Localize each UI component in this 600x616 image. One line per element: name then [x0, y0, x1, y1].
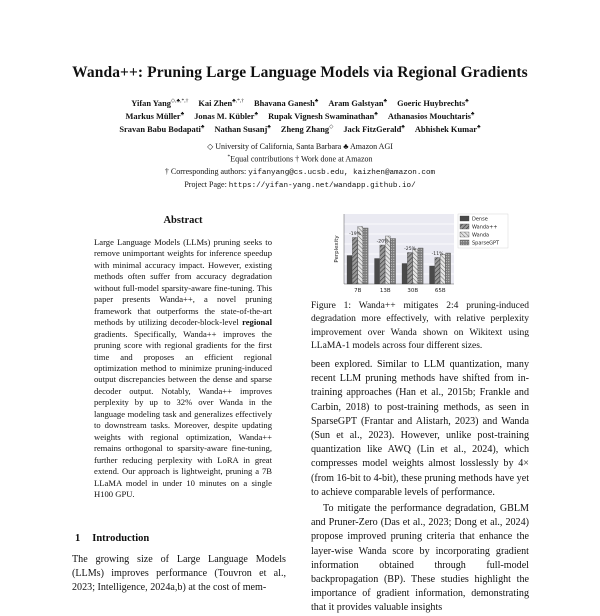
author-name-text: Jack FitzGerald [343, 124, 402, 134]
legend-swatch [460, 240, 469, 245]
author-name-text: Nathan Susanj [214, 124, 268, 134]
author-name-text: Goeric Huybrechts [397, 98, 466, 108]
author-name-text: Yifan Yang [131, 98, 171, 108]
author-name-text: Markus Müller [125, 111, 181, 121]
intro-text: The growing size of Large Language Models (LLMs) improves performance (Touvron et al., 2023; Intelligence, 2024a,b) at the cost of mem- [72, 554, 286, 594]
abstract-text-part-2: gradients. Specifically, Wanda++ improves the pruning score with regional gradients for the first time and proposes an efficient regional optimization method to minimize pruning-induced output discrepancies between the dense and sparse decoder output. Notably, Wanda++ improves perplexity by up to 32% over Wanda in the language modeling task and generalizes effectively to downstream tasks. Moreover, despite updating weights with regional optimization, Wanda++ remains orthogonal to sparsity-aware fine-tuning, further reducing perplexity with LoRA in great extend. Our approach is lightweight, pruning a 7B LLaMA model in under 10 minutes on a single H100 GPU. [94, 328, 272, 499]
bar-wanda--13b [380, 245, 385, 284]
legend-label: Dense [472, 216, 488, 223]
abstract-text [94, 237, 272, 500]
bar-wanda-65b [440, 255, 445, 285]
author-affiliation-marker: ♣ [180, 111, 185, 117]
bar-dense-13b [375, 259, 380, 285]
bar-chart-svg [300, 208, 528, 304]
author-name-text: Zheng Zhang [280, 124, 330, 134]
improvement-annotation: -25% [404, 247, 417, 252]
paragraph: To mitigate the performance degradation, GBLM and Pruner-Zero (Das et al., 2023; Dong et al., 2024) propose improved pruning criteria that enhance the layer-wise Wanda score by incorporating gradient information obtained through full-model backpropagation (BP). These studies highlight the importance of gradient information, demonstrating that it provides valuable insights [311, 503, 529, 614]
x-tick-label: 7B [354, 288, 362, 294]
legend-swatch [460, 232, 469, 237]
corresponding-emails[interactable]: yifanyang@cs.ucsb.edu, kaizhen@amazon.com [248, 169, 436, 177]
abstract-text-part-1: Large Language Models (LLMs) pruning seeks to remove unimportant weights for inference speedup with minimal accuracy impact. However, existing methods often suffer from accuracy degradation without full-model sparsity-aware fine-tuning. This paper presents Wanda++, a novel pruning framework that outperforms the state-of-the-art methods by utilizing decoder-block-level [94, 237, 272, 328]
intro-heading [75, 533, 149, 544]
corresponding-label: † Corresponding authors: [164, 167, 249, 176]
contribution-tail: Work done at Amazon [300, 154, 373, 164]
author-name [397, 99, 469, 108]
improvement-annotation: -11% [431, 252, 444, 257]
x-tick-label: 13B [379, 288, 391, 294]
bar-dense-65b [430, 266, 435, 284]
author-name [125, 112, 184, 121]
author-name-text: Kai Zhen [198, 98, 233, 108]
author-affiliation-marker: ◇,♣,*,† [170, 98, 189, 104]
author-name [119, 125, 204, 134]
contribution-note [0, 154, 600, 164]
author-affiliation-marker: ♣ [254, 111, 259, 117]
contribution-main: Equal contributions [230, 154, 294, 164]
legend-swatch [460, 216, 469, 221]
affiliations: ◇ University of California, Santa Barbara ♣ Amazon AGI [207, 142, 393, 151]
bar-wanda--7b [352, 238, 357, 285]
abstract-heading: Abstract [163, 215, 203, 226]
project-url-link[interactable]: https://yifan-yang.net/wandapp.github.io/ [228, 182, 416, 190]
author-name [198, 99, 244, 108]
author-name [281, 125, 333, 134]
paragraph: been explored. Similar to LLM quantization, many recent LLM pruning methods have shifted from in-training approaches (Han et al., 2015b; Frankle and Carbin, 2018) to post-training methods, as seen in SparseGPT (Frantar and Alistarh, 2023) and Wanda (Sun et al., 2023). However, unlike post-training quantization like AWQ (Lin et al., 2024), which compresses model weights almost losslessly by 4× (from 16-bit to 4-bit), these pruning methods have yet to achieve comparable levels of performance. [311, 359, 529, 498]
author-affiliation-marker: ♣ [267, 124, 271, 130]
bar-wanda-30b [413, 249, 418, 284]
bar-sparsegpt-7b [363, 228, 368, 284]
author-name-text: Aram Galstyan [328, 98, 384, 108]
author-name [268, 112, 378, 121]
author-name-text: Rupak Vignesh Swaminathan [268, 111, 375, 121]
author-name [328, 99, 387, 108]
bar-dense-30b [402, 264, 407, 285]
author-affiliation-marker: ♣ [465, 98, 469, 104]
improvement-annotation: -19% [349, 232, 362, 237]
contribution-mid: † [293, 154, 301, 164]
author-name [194, 112, 258, 121]
contribution-marker: * [227, 154, 231, 160]
author-name-text: Athanasios Mouchtaris [387, 111, 471, 121]
author-name-text: Abhishek Kumar [414, 124, 477, 134]
legend-swatch [460, 224, 469, 229]
corresponding-authors [0, 167, 600, 177]
author-row [0, 98, 600, 108]
section-number: 1 [75, 533, 81, 544]
bar-sparsegpt-30b [418, 248, 423, 284]
author-row [0, 124, 600, 134]
legend-label: Wanda [472, 232, 490, 239]
author-name-text: Bhavana Ganesh [254, 98, 315, 108]
bar-sparsegpt-65b [446, 253, 451, 284]
legend-label: Wanda++ [472, 224, 498, 231]
author-name-text: Jonas M. Kübler [194, 111, 255, 121]
author-affiliation-marker: ♣ [477, 124, 481, 130]
author-name [254, 99, 318, 108]
improvement-annotation: -20% [376, 239, 389, 245]
author-name [214, 125, 270, 134]
author-name [131, 99, 188, 108]
x-tick-label: 30B [407, 288, 419, 294]
author-affiliation-marker: ♣,*,† [232, 98, 244, 104]
right-column-text [311, 358, 529, 616]
paper-title: Wanda++: Pruning Large Language Models via Regional Gradients [72, 64, 528, 81]
project-label: Project Page: [184, 180, 229, 189]
author-affiliation-marker: ♣ [314, 98, 319, 104]
bar-wanda--65b [435, 258, 440, 285]
author-affiliation-marker: ♣ [383, 98, 388, 104]
author-affiliation-marker: ♣ [200, 124, 205, 130]
bar-dense-7b [347, 256, 352, 285]
legend-label: SparseGPT [472, 240, 500, 247]
bar-sparsegpt-13b [391, 239, 396, 285]
author-row [0, 111, 600, 121]
author-name [388, 112, 475, 121]
y-axis-label: Perplexity [334, 235, 340, 263]
author-affiliation-marker: ◇ [329, 124, 334, 130]
author-affiliation-marker: ♣ [374, 111, 378, 117]
author-name [343, 125, 405, 134]
author-affiliation-marker: ♣ [470, 111, 475, 117]
section-title: Introduction [92, 533, 150, 544]
x-tick-label: 65B [434, 288, 446, 294]
figure-caption: Figure 1: Wanda++ mitigates 2:4 pruning-induced degradation more effectively, with relative perplexity improvement over Wanda shown on Wikitext using LLaMA-1 models across four different sizes. [311, 301, 529, 352]
author-name-text: Sravan Babu Bodapati [119, 124, 201, 134]
author-affiliation-marker: ♣ [401, 124, 405, 130]
abstract-bold-word: regional [242, 317, 272, 328]
figure-1-chart [300, 208, 528, 304]
bar-wanda--30b [407, 253, 412, 285]
author-name [415, 125, 481, 134]
project-page [0, 180, 600, 190]
